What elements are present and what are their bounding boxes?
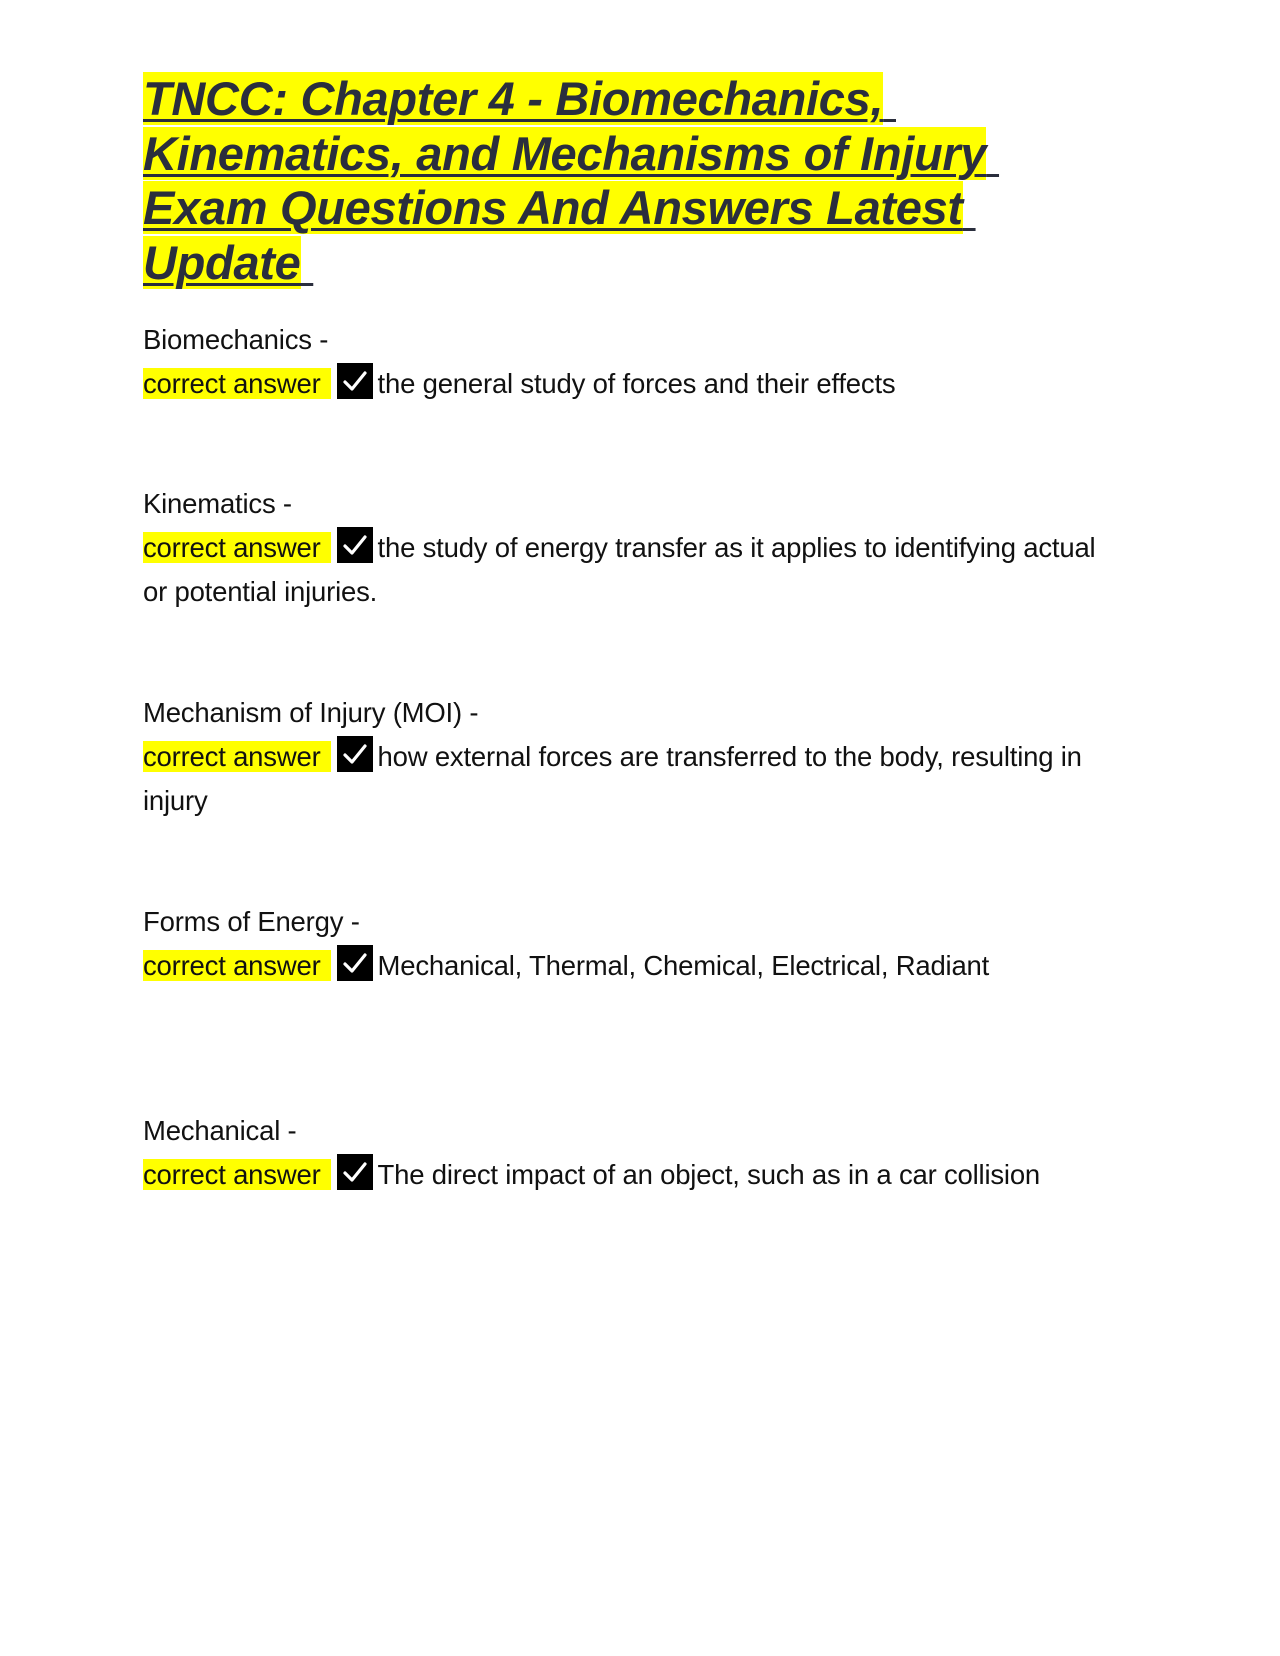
check-box-icon [337, 736, 373, 772]
answer-line [143, 1153, 1103, 1197]
question-term: Mechanical - [143, 1115, 297, 1146]
question-term: Forms of Energy - [143, 906, 360, 937]
title-line: Kinematics, and Mechanisms of Injury [143, 126, 987, 180]
question-term: Kinematics - [143, 488, 292, 519]
correct-answer-label: correct answer [143, 950, 331, 981]
qa-entry-kinematics [143, 482, 1103, 614]
answer-text: how external forces are transferred to the body, resulting in injury [143, 741, 1082, 816]
title-line: TNCC: Chapter 4 - Biomechanics, [143, 72, 884, 125]
answer-line [143, 362, 1103, 406]
qa-entry-forms-of-energy [143, 900, 1103, 988]
answer-text: the general study of forces and their effects [377, 368, 896, 399]
correct-answer-label: correct answer [143, 368, 331, 399]
qa-entry-biomechanics [143, 318, 1103, 406]
check-box-icon [337, 945, 373, 981]
correct-answer-label: correct answer [143, 1159, 331, 1190]
answer-text: The direct impact of an object, such as in a car collision [377, 1159, 1041, 1190]
answer-line [143, 526, 1103, 614]
check-box-icon [337, 363, 373, 399]
question-term: Mechanism of Injury (MOI) - [143, 697, 479, 728]
question-term: Biomechanics - [143, 324, 329, 355]
answer-text: the study of energy transfer as it applies to identifying actual or potential injuries. [143, 532, 1096, 607]
correct-answer-label: correct answer [143, 532, 331, 563]
title-line: Update [143, 235, 301, 289]
check-box-icon [337, 527, 373, 563]
answer-line [143, 735, 1103, 823]
qa-entry-mechanical [143, 1109, 1103, 1197]
title-line: Exam Questions And Answers Latest [143, 181, 963, 234]
document-title [143, 72, 1143, 290]
qa-entry-mechanism-of-injury [143, 691, 1103, 823]
answer-line [143, 944, 1103, 988]
check-box-icon [337, 1154, 373, 1190]
answer-text: Mechanical, Thermal, Chemical, Electrical, Radiant [377, 950, 990, 981]
correct-answer-label: correct answer [143, 741, 331, 772]
